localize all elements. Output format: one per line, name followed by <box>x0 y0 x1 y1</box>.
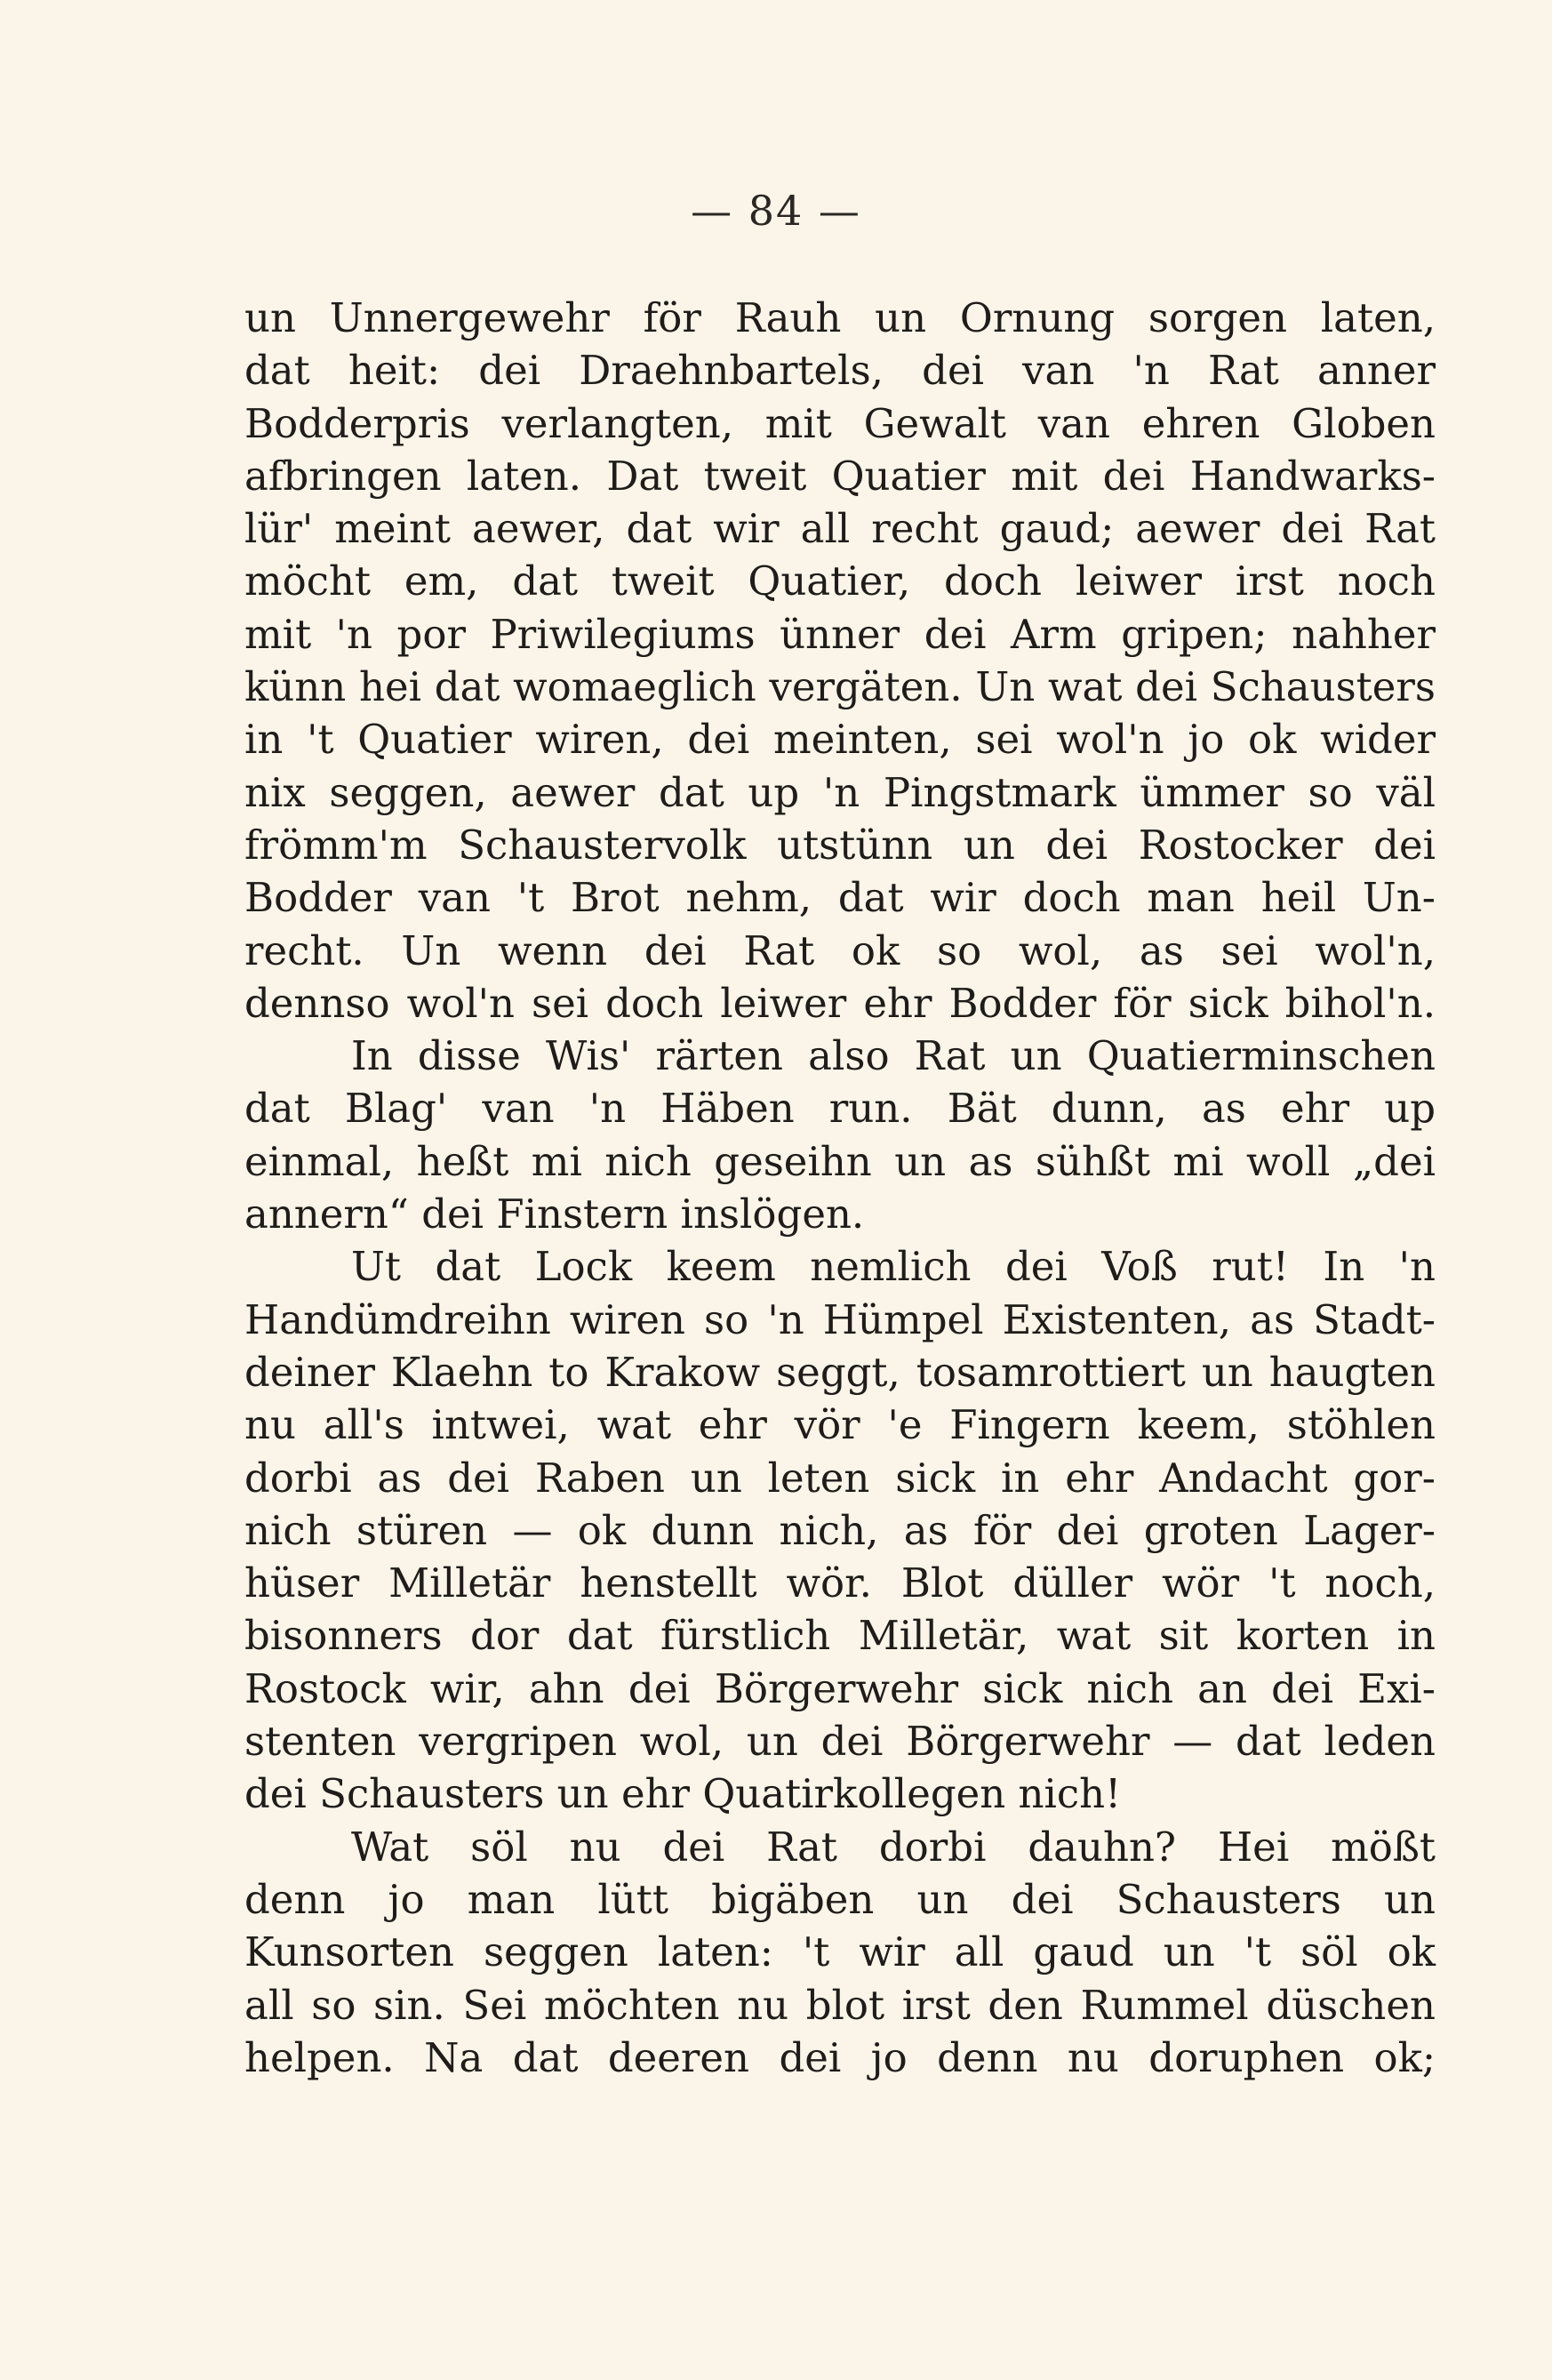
text-line: dat heit: dei Draehnbartels, dei van 'n Rat anner <box>244 347 1436 395</box>
text-line: nich stüren — ok dunn nich, as för dei groten Lager- <box>244 1506 1436 1554</box>
text-line: mit 'n por Priwilegiums ünner dei Arm gripen; nahher <box>244 610 1436 658</box>
text-line: denn jo man lütt bigäben un dei Schausters un <box>244 1875 1436 1923</box>
text-line: dennso wol'n sei doch leiwer ehr Bodder för sick bihol'n. <box>244 979 1436 1027</box>
paragraph <box>244 1030 1436 1240</box>
paragraph <box>244 1821 1436 2084</box>
page-number: — 84 — <box>691 187 861 235</box>
text-line: Kunsorten seggen laten: 't wir all gaud un 't söl ok <box>244 1928 1436 1976</box>
text-line: stenten vergripen wol, un dei Börgerwehr — dat leden <box>244 1718 1436 1766</box>
text-line: afbringen laten. Dat tweit Quatier mit dei Handwarks- <box>244 452 1436 500</box>
text-line: einmal, heßt mi nich geseihn un as sühßt mi woll „dei <box>244 1137 1436 1185</box>
body-text <box>244 292 1436 2084</box>
text-line: In disse Wis' rärten also Rat un Quatierminschen <box>351 1032 1436 1080</box>
text-line: nix seggen, aewer dat up 'n Pingstmark ümmer so väl <box>244 768 1436 816</box>
text-line: deiner Klaehn to Krakow seggt, tosamrottiert un haugten <box>244 1348 1436 1396</box>
text-line: dat Blag' van 'n Häben run. Bät dunn, as ehr up <box>244 1085 1436 1133</box>
paragraph <box>244 1240 1436 1820</box>
text-line: frömm'm Schaustervolk utstünn un dei Rostocker dei <box>244 821 1436 869</box>
text-line: Ut dat Lock keem nemlich dei Voß rut! In 'n <box>351 1243 1436 1291</box>
text-line: un Unnergewehr för Rauh un Ornung sorgen laten, <box>244 294 1436 341</box>
text-line: nu all's intwei, wat ehr vör 'e Fingern keem, stöhlen <box>244 1401 1436 1449</box>
text-line: Bodder van 't Brot nehm, dat wir doch man heil Un- <box>244 874 1436 922</box>
text-line: all so sin. Sei möchten nu blot irst den Rummel düschen <box>244 1981 1436 2029</box>
text-line: Handümdreihn wiren so 'n Hümpel Existenten, as Stadt- <box>244 1295 1436 1343</box>
text-line: recht. Un wenn dei Rat ok so wol, as sei wol'n, <box>244 926 1436 974</box>
text-line: in 't Quatier wiren, dei meinten, sei wol'n jo ok wider <box>244 716 1436 764</box>
paragraph <box>244 292 1436 1030</box>
text-line: Rostock wir, ahn dei Börgerwehr sick nich an dei Exi- <box>244 1664 1436 1712</box>
text-line: Bodderpris verlangten, mit Gewalt van ehren Globen <box>244 399 1436 447</box>
text-line: Wat söl nu dei Rat dorbi dauhn? Hei mößt <box>351 1823 1436 1871</box>
text-line: dorbi as dei Raben un leten sick in ehr Andacht gor- <box>244 1454 1436 1502</box>
text-line: annern“ dei Finstern inslögen. <box>244 1190 865 1238</box>
text-line: möcht em, dat tweit Quatier, doch leiwer irst noch <box>244 557 1436 605</box>
text-line: künn hei dat womaeglich vergäten. Un wat dei Schausters <box>244 663 1436 711</box>
text-line: hüser Milletär henstellt wör. Blot düller wör 't noch, <box>244 1559 1436 1607</box>
text-line: lür' meint aewer, dat wir all recht gaud; aewer dei Rat <box>244 505 1436 553</box>
text-line: helpen. Na dat deeren dei jo denn nu doruphen ok; <box>244 2033 1436 2081</box>
text-line: bisonners dor dat fürstlich Milletär, wat sit korten in <box>244 1612 1436 1660</box>
text-line: dei Schausters un ehr Quatirkollegen nich! <box>244 1770 1122 1818</box>
